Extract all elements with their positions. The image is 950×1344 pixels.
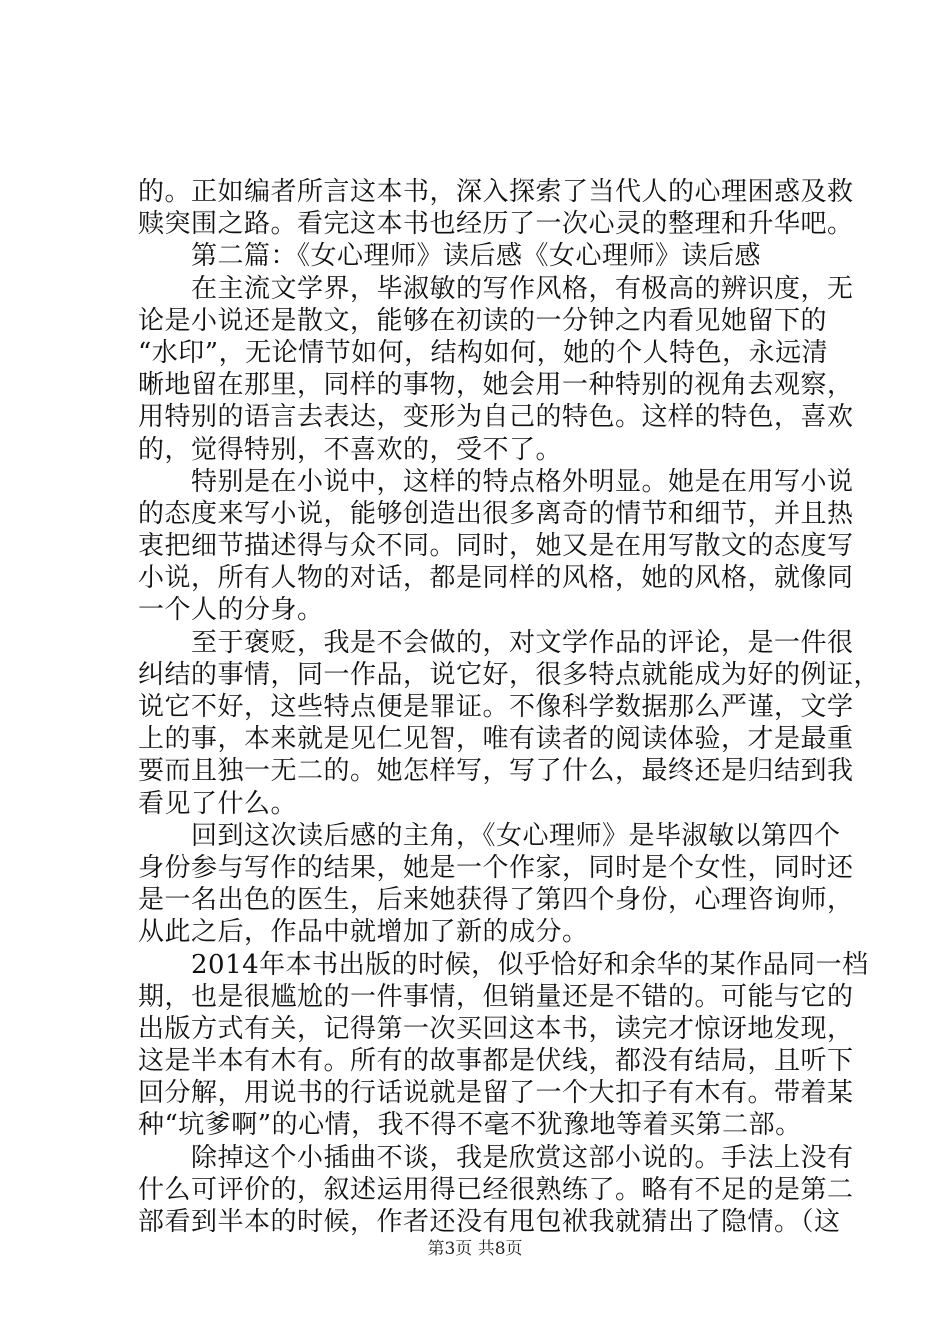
page-number-footer: 第3页 共8页 [427,1239,523,1259]
text-line: 从此之后，作品中就增加了新的成分。 [138,917,589,948]
text-line: 期，也是很尴尬的一件事情，但销量还是不错的。可能与它的 [138,981,854,1012]
text-line: 种“坑爹啊”的心情，我不得不毫不犹豫地等着买第二部。 [138,1110,802,1141]
text-line: 的，觉得特别，不喜欢的，受不了。 [138,434,563,465]
text-line: 什么可评价的，叙述运用得已经很熟练了。略有不足的是第二 [138,1174,854,1205]
text-line: 2014年本书出版的时候，似乎恰好和余华的某作品同一档 [138,949,869,980]
text-line: 纠结的事情，同一作品，说它好，很多特点就能成为好的例证， [138,659,881,690]
text-line: 晰地留在那里，同样的事物，她会用一种特别的视角去观察， [138,370,854,401]
text-line: 衷把细节描述得与众不同。同时，她又是在用写散文的态度写 [138,531,854,562]
text-line: 除掉这个小插曲不谈，我是欣赏这部小说的。手法上没有 [138,1142,854,1173]
text-line: 身份参与写作的结果，她是一个作家，同时是个女性，同时还 [138,852,854,883]
text-line: 赎突围之路。看完这本书也经历了一次心灵的整理和升华吧。 [138,209,854,240]
body-text [138,176,881,1238]
text-line: 回分解，用说书的行话说就是留了一个大扣子有木有。带着某 [138,1078,854,1109]
text-line: 部看到半本的时候，作者还没有甩包袱我就猜出了隐情。（这 [138,1207,841,1237]
text-line: 这是半本有木有。所有的故事都是伏线，都没有结局，且听下 [138,1046,854,1077]
text-line: 至于褒贬，我是不会做的，对文学作品的评论，是一件很 [138,627,854,658]
text-line: 特别是在小说中，这样的特点格外明显。她是在用写小说 [138,466,854,497]
text-line: 论是小说还是散文，能够在初读的一分钟之内看见她留下的 [138,305,828,336]
text-line: 的。正如编者所言这本书，深入探索了当代人的心理困惑及救 [138,177,854,207]
text-line: 上的事，本来就是见仁见智，唯有读者的阅读体验，才是最重 [138,724,854,755]
text-line: 要而且独一无二的。她怎样写，写了什么，最终还是归结到我 [138,756,854,787]
text-line: 说它不好，这些特点便是罪证。不像科学数据那么严谨，文学 [138,692,854,722]
text-line: 用特别的语言去表达，变形为自己的特色。这样的特色，喜欢 [138,402,854,433]
text-line: 回到这次读后感的主角，《女心理师》是毕淑敏以第四个 [138,820,841,851]
text-line: 的态度来写小说，能够创造出很多离奇的情节和细节，并且热 [138,498,854,529]
text-line: 出版方式有关，记得第一次买回这本书，读完才惊讶地发现， [138,1013,854,1044]
section-heading: 第二篇：《女心理师》读后感《女心理师》读后感 [138,241,762,272]
text-line: 小说，所有人物的对话，都是同样的风格，她的风格，就像同 [138,563,854,594]
text-line: 一个人的分身。 [138,595,324,626]
text-line: 是一名出色的医生，后来她获得了第四个身份，心理咨询师， [138,885,854,916]
text-line: 看见了什么。 [138,788,298,819]
text-line: “水印”，无论情节如何，结构如何，她的个人特色，永远清 [138,337,829,368]
text-line: 在主流文学界，毕淑敏的写作风格，有极高的辨识度，无 [138,273,854,304]
